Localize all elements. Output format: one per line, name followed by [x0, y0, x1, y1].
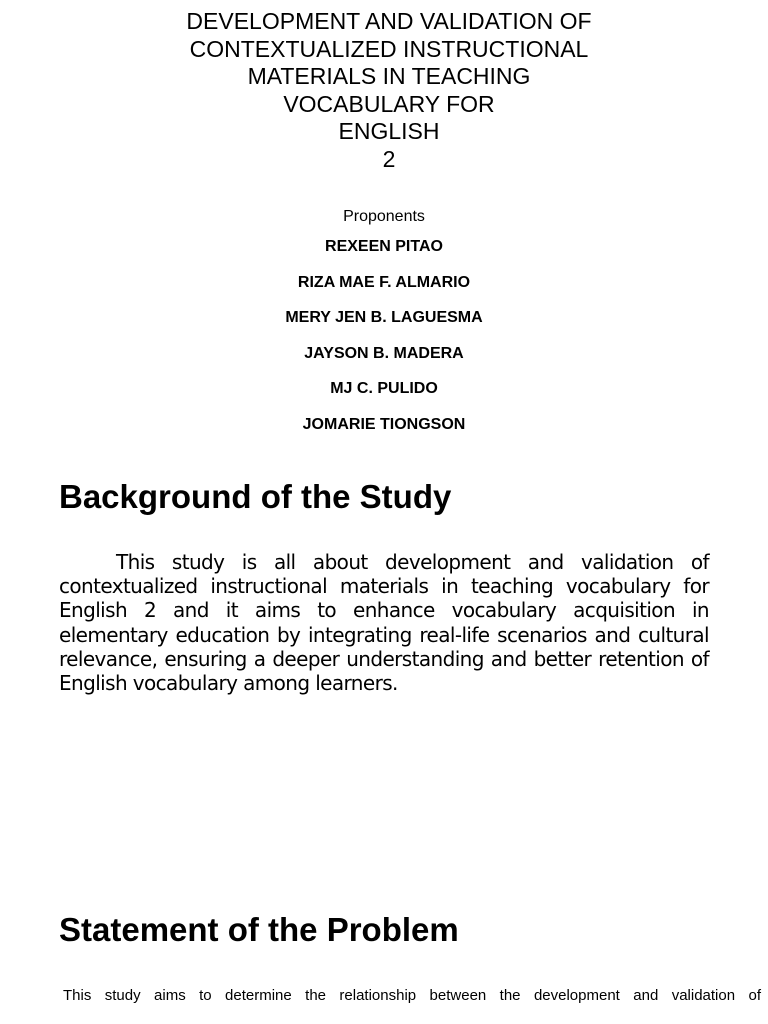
title-line: 2: [382, 145, 396, 172]
title-line: VOCABULARY FOR: [283, 90, 495, 117]
proponent-name: MERY JEN B. LAGUESMA: [285, 309, 483, 327]
document-title: [0, 8, 768, 173]
title-line: DEVELOPMENT AND VALIDATION OF: [186, 8, 592, 34]
proponents-label: Proponents: [343, 208, 425, 225]
proponent-name: MJ C. PULIDO: [330, 380, 438, 398]
problem-heading: Statement of the Problem: [59, 911, 459, 948]
title-line: ENGLISH: [338, 118, 440, 144]
proponents-list: [0, 237, 768, 451]
background-heading: Background of the Study: [59, 478, 452, 515]
title-line: MATERIALS IN TEACHING: [247, 63, 531, 89]
proponent-name: JAYSON B. MADERA: [304, 344, 464, 362]
title-line: CONTEXTUALIZED INSTRUCTIONAL: [189, 35, 589, 62]
problem-paragraph: This study aims to determine the relationship between the development and validation of: [63, 987, 761, 1004]
proponent-name: RIZA MAE F. ALMARIO: [297, 273, 471, 291]
background-paragraph: This study is all about development and validation of contextualized instructional materials in teaching vocabulary for English 2 and it aims to enhance vocabulary acquisition in elementary education by integrating real-life scenarios and cultural relevance, ensuring a deeper understanding and better retention of English vocabulary among learners.: [59, 550, 709, 696]
proponent-name: REXEEN PITAO: [325, 238, 443, 255]
proponent-name: JOMARIE TIONGSON: [302, 415, 466, 433]
